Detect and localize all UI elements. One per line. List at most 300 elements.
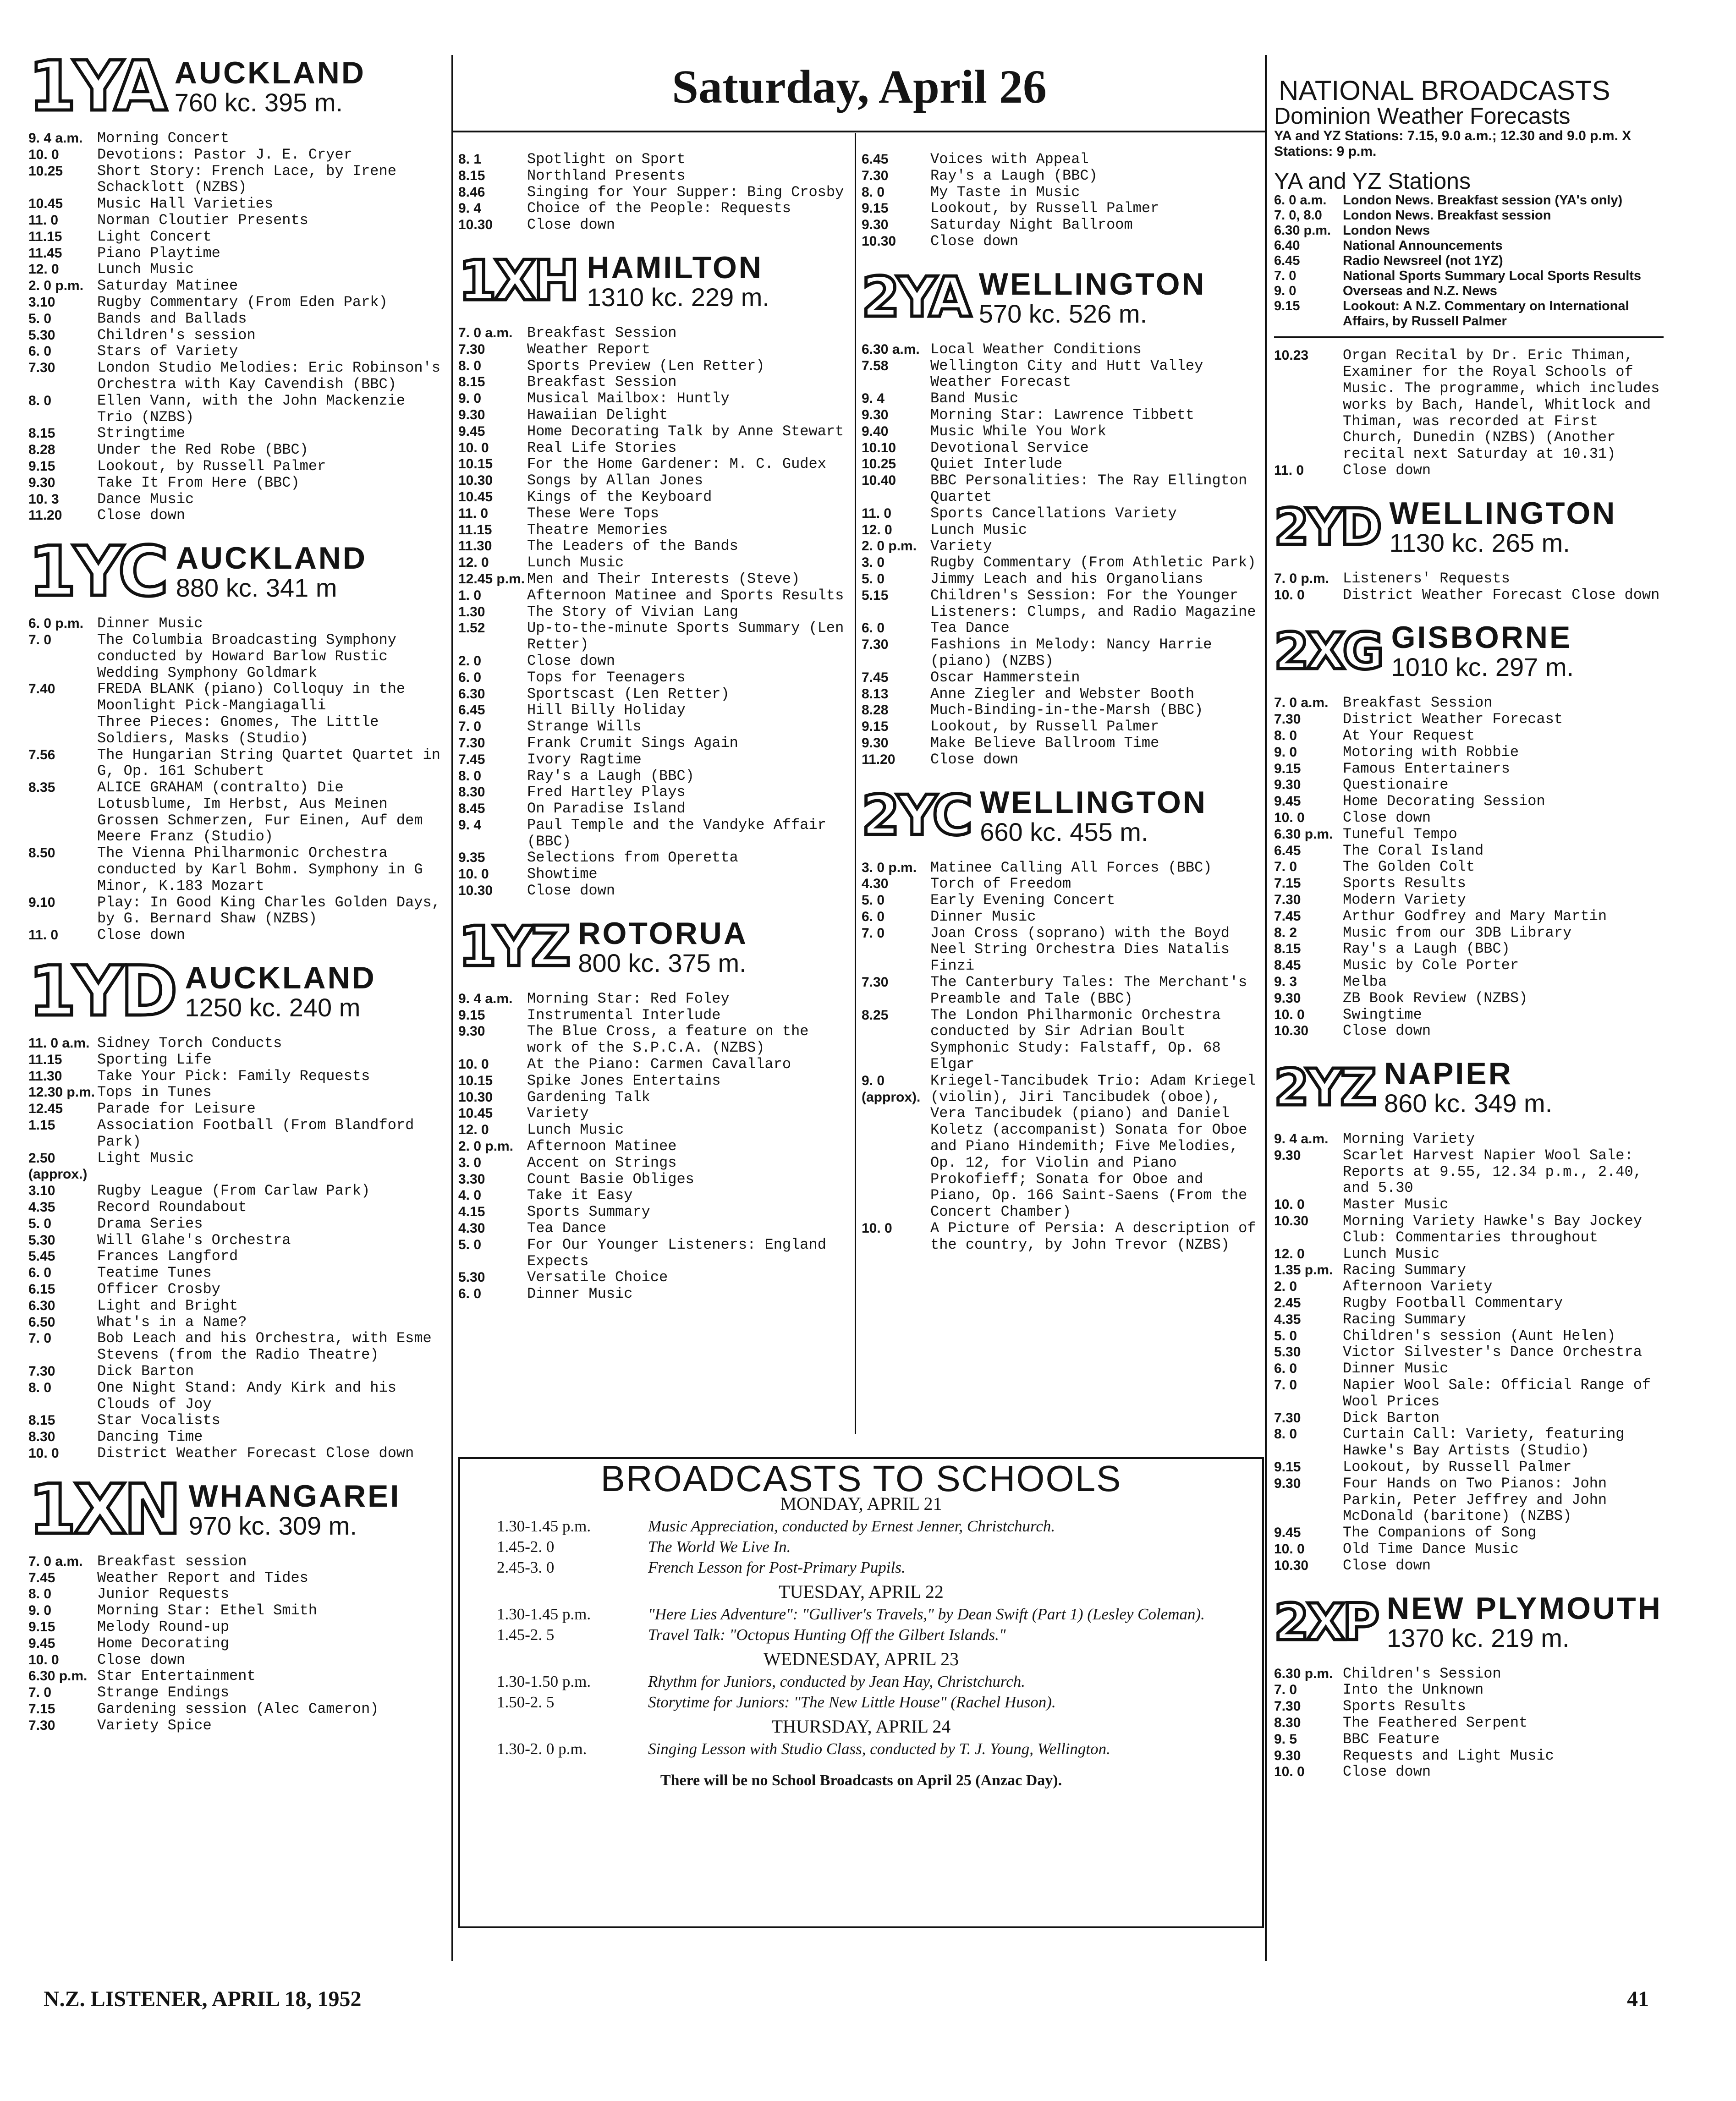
station-info xyxy=(1384,1058,1552,1117)
programme-item xyxy=(1274,843,1664,859)
programme-time: 9. 4 xyxy=(458,817,482,833)
programme-time: 7. 0 a.m. xyxy=(28,1553,83,1569)
programme-item xyxy=(28,1701,448,1717)
station-info xyxy=(980,786,1207,846)
programme-item xyxy=(28,196,448,212)
programme-time: 12.30 p.m. xyxy=(28,1085,95,1100)
programme-time: 4.35 xyxy=(1274,1311,1301,1327)
programme-item xyxy=(458,1089,848,1106)
programme-item xyxy=(862,719,1260,735)
programme-item xyxy=(458,554,848,571)
programme-time: 7.30 xyxy=(862,637,889,653)
schools-time: 1.30-1.45 p.m. xyxy=(497,1517,591,1535)
programme-item xyxy=(862,587,1260,620)
column-2 xyxy=(458,151,848,1321)
programme-title: Victor Silvester's Dance Orchestra xyxy=(1343,1344,1642,1361)
programme-item xyxy=(862,200,1260,217)
programme-title: London Studio Melodies: Eric Robinson's Orchestra with Kay Cavendish (BBC) xyxy=(97,359,440,393)
programme-item xyxy=(862,1007,1260,1073)
national-item xyxy=(1274,269,1664,284)
programme-item xyxy=(1274,1360,1664,1377)
programme-item xyxy=(862,892,1260,909)
programme-time: 10. 3 xyxy=(28,491,59,507)
programme-title: Modern Variety xyxy=(1343,891,1466,908)
programme-title: Kriegel-Tancibudek Trio: Adam Kriegel (violin), Jiri Tancibudek (oboe), Vera Tancibudek (piano) and Daniel Koletz (accompanist) Sonata for Oboe and Piano Hindemith; Five Melodies, Op. 12, for Violin and Piano Prokofieff; Sonata for Oboe and Piano, Op. 166 Saint-Saens (From the Concert Chamber) xyxy=(930,1072,1256,1221)
programme-time: 11. 0 xyxy=(28,212,59,228)
programme-item xyxy=(458,200,848,217)
programme-time: 7.56 xyxy=(28,747,55,763)
programme-title: Selections from Operetta xyxy=(527,849,738,867)
programme-item xyxy=(28,229,448,245)
station-header xyxy=(1274,621,1664,681)
programme-time: 10.30 xyxy=(458,473,493,488)
programme-title: Lunch Music xyxy=(527,1121,624,1139)
station-logo: 2XP xyxy=(1274,1592,1377,1651)
programme-time: 7. 0 xyxy=(28,1331,52,1346)
programme-time: 11.20 xyxy=(28,508,62,523)
programme-time: 6.30 xyxy=(28,1298,55,1313)
station-block xyxy=(1274,1592,1664,1781)
programme-item xyxy=(1274,777,1664,793)
programme-title: ALICE GRAHAM (contralto) Die Lotusblume, Im Herbst, Aus Meinen Grossen Schmerzen, Fur Einen, Auf dem Meere Franz (Studio) xyxy=(97,779,423,845)
programme-time: 6. 0 p.m. xyxy=(28,616,84,631)
programme-time: 2. 0 p.m. xyxy=(28,278,84,294)
programme-title: Sports Results xyxy=(1343,875,1466,892)
programme-time: 10.15 xyxy=(458,456,493,472)
national-time: 6. 0 a.m. xyxy=(1274,193,1327,208)
programme-time: 9.30 xyxy=(1274,1147,1301,1163)
programme-title: Tops in Tunes xyxy=(97,1084,212,1101)
programme-time: 7. 0 xyxy=(28,632,52,647)
programme-time: 11. 0 a.m. xyxy=(28,1036,90,1051)
programme-time: 12. 0 xyxy=(458,1122,489,1138)
programme-item xyxy=(1274,1131,1664,1147)
national-item xyxy=(1274,299,1664,329)
programme-time: 9.15 xyxy=(28,1619,55,1635)
programme-title: Hawaiian Delight xyxy=(527,406,668,423)
programme-time: 9.30 xyxy=(1274,1748,1301,1763)
programme-item xyxy=(28,327,448,344)
programme-item xyxy=(1274,1666,1664,1682)
programme-item xyxy=(28,1380,448,1413)
schools-item xyxy=(469,1604,1253,1624)
national-item xyxy=(1274,193,1664,208)
programme-item xyxy=(28,894,448,927)
programme-item xyxy=(458,151,848,168)
station-frequency: 1250 kc. 240 m xyxy=(185,993,361,1022)
programme-title: What's in a Name? xyxy=(97,1313,247,1331)
programme-time: 10.30 xyxy=(1274,1213,1309,1229)
station-frequency: 660 kc. 455 m. xyxy=(980,817,1148,846)
programme-title: Dinner Music xyxy=(527,1285,633,1303)
programme-title: Strange Wills xyxy=(527,718,642,735)
programme-time: 8. 0 xyxy=(1274,1426,1297,1442)
programme-item xyxy=(458,620,848,653)
station-header xyxy=(1274,1592,1664,1652)
programme-item xyxy=(458,801,848,817)
programme-title: These Were Tops xyxy=(527,505,659,522)
programme-item xyxy=(862,1073,1260,1220)
programme-title: Rugby Football Commentary xyxy=(1343,1295,1563,1312)
programme-title: Spike Jones Entertains xyxy=(527,1072,721,1089)
programme-title: Drama Series xyxy=(97,1215,203,1232)
programme-time: 7.40 xyxy=(28,681,55,697)
programme-time: 9. 4 xyxy=(458,201,482,216)
programme-time: 8.28 xyxy=(28,442,55,458)
programme-time: 8. 0 xyxy=(28,393,52,408)
programme-title: Lookout, by Russell Palmer xyxy=(97,457,326,475)
programme-item xyxy=(458,407,848,423)
programme-title: Morning Variety xyxy=(1343,1130,1475,1148)
programme-time: 4.15 xyxy=(458,1204,485,1220)
programme-time: 2.50 (approx.) xyxy=(28,1150,88,1182)
programme-title: Master Music xyxy=(1343,1196,1449,1213)
programme-title: Gardening Talk xyxy=(527,1088,650,1106)
programme-item xyxy=(458,1171,848,1188)
programme-title: Rugby Commentary (From Eden Park) xyxy=(97,293,388,311)
programme-title: Count Basie Obliges xyxy=(527,1170,694,1188)
station-city: NAPIER xyxy=(1384,1056,1513,1092)
programme-title: Organ Recital by Dr. Eric Thiman, Examiner for the Royal Schools of Music. The programme, which includes works by Bach, Handel, Whitlock and Thiman, was recorded at First Church, Dunedin (NZBS) (Another recital next Saturday at 10.31) xyxy=(1343,347,1660,463)
programme-title: Variety xyxy=(930,538,992,555)
footer-credit: N.Z. LISTENER, APRIL 18, 1952 xyxy=(44,1987,362,2011)
programme-item xyxy=(28,425,448,442)
programme-title: Association Football (From Blandford Park) xyxy=(97,1117,414,1150)
programme-time: 7. 0 xyxy=(1274,1682,1297,1698)
schools-time: 1.50-2. 5 xyxy=(497,1693,555,1711)
programme-title: At the Piano: Carmen Cavallaro xyxy=(527,1056,791,1073)
station-logo: 2YC xyxy=(862,784,970,848)
programme-time: 12.45 xyxy=(28,1101,63,1117)
programme-item xyxy=(862,233,1260,250)
programme-title: The Golden Colt xyxy=(1343,858,1475,876)
programme-time: 4. 0 xyxy=(458,1188,482,1203)
programme-time: 6.30 p.m. xyxy=(28,1668,88,1684)
programme-item xyxy=(28,1717,448,1734)
programme-time: 7.30 xyxy=(1274,892,1301,907)
programme-title: Close down xyxy=(1343,809,1431,826)
programme-time: 7. 0 a.m. xyxy=(1274,695,1329,711)
programme-item xyxy=(28,1602,448,1619)
programme-item xyxy=(458,850,848,866)
programme-title: Accent on Strings xyxy=(527,1154,677,1171)
programme-title: Star Entertainment xyxy=(97,1668,256,1685)
programme-time: 10.45 xyxy=(458,1106,493,1121)
programme-title: The Columbia Broadcasting Symphony conducted by Howard Barlow Rustic Wedding Symphony Goldmark xyxy=(97,631,396,681)
programme-time: 6. 0 xyxy=(28,1265,52,1281)
programme-title: Tea Dance xyxy=(930,620,1010,637)
programme-time: 5. 0 xyxy=(28,1216,52,1231)
programme-title: District Weather Forecast Close down xyxy=(1343,586,1660,603)
schools-note: There will be no School Broadcasts on April 25 (Anzac Day). xyxy=(660,1772,1062,1789)
programme-title: BBC Feature xyxy=(1343,1730,1440,1748)
programme-item xyxy=(862,538,1260,554)
programme-title: Napier Wool Sale: Official Range of Wool Prices xyxy=(1343,1377,1651,1410)
programme-item xyxy=(1274,728,1664,744)
programme-title: Three Pieces: Gnomes, The Little Soldiers, Masks (Studio) xyxy=(97,713,379,747)
programme-item xyxy=(458,1138,848,1155)
programme-time xyxy=(28,714,97,747)
programme-item xyxy=(28,1068,448,1085)
programme-title: Tea Dance xyxy=(527,1220,606,1237)
programme-time: 10. 0 xyxy=(1274,587,1305,603)
programme-title: Joan Cross (soprano) with the Boyd Neel String Orchestra Dies Natalis Finzi xyxy=(930,924,1230,975)
programme-time: 6. 0 xyxy=(862,909,885,924)
programme-item xyxy=(458,440,848,456)
station-info xyxy=(185,962,376,1021)
programme-time: 6.50 xyxy=(28,1314,55,1330)
programme-time: 5. 0 xyxy=(862,893,885,908)
programme-item xyxy=(28,343,448,360)
programme-title: Into the Unknown xyxy=(1343,1681,1484,1699)
programme-item xyxy=(1274,571,1664,587)
programme-time: 8. 0 xyxy=(28,1380,52,1395)
programme-title: Variety xyxy=(527,1105,589,1122)
programme-title: Children's Session xyxy=(1343,1665,1501,1682)
programme-item xyxy=(28,1314,448,1331)
programme-item xyxy=(1274,875,1664,892)
programme-item xyxy=(458,669,848,686)
station-programme-list xyxy=(458,991,848,1302)
programme-item xyxy=(28,615,448,632)
programme-time: 2.45 xyxy=(1274,1295,1301,1311)
programme-title: Morning Variety Hawke's Bay Jockey Club: Commentaries throughout xyxy=(1343,1212,1642,1246)
programme-time: 10.10 xyxy=(862,440,896,455)
station-programme-list xyxy=(862,860,1260,1253)
station-header xyxy=(862,265,1260,329)
station-frequency: 760 kc. 395 m. xyxy=(174,88,343,117)
programme-time: 10.25 xyxy=(862,456,896,472)
programme-item xyxy=(1274,711,1664,728)
weather-title: Dominion Weather Forecasts xyxy=(1274,103,1571,129)
programme-time: 1.35 p.m. xyxy=(1274,1262,1333,1278)
programme-time: 12. 0 xyxy=(28,262,59,277)
programme-title: Jimmy Leach and his Organolians xyxy=(930,570,1203,587)
programme-title: Breakfast Session xyxy=(527,324,677,341)
programme-item xyxy=(1274,1147,1664,1196)
programme-item xyxy=(1274,1748,1664,1764)
programme-item xyxy=(28,294,448,311)
programme-title: Under the Red Robe (BBC) xyxy=(97,441,308,459)
programme-time: 6.45 xyxy=(862,152,889,167)
programme-time: 8.15 xyxy=(28,1413,55,1428)
programme-item xyxy=(28,1429,448,1445)
programme-time: 7.30 xyxy=(862,168,889,183)
programme-item xyxy=(28,491,448,508)
programme-item xyxy=(1274,793,1664,810)
column-rule xyxy=(451,55,453,1961)
programme-item xyxy=(1274,1262,1664,1278)
station-header xyxy=(28,532,448,612)
programme-time: 6. 0 xyxy=(458,669,482,685)
station-frequency: 1010 kc. 297 m. xyxy=(1391,653,1574,682)
station-header xyxy=(28,1470,448,1550)
programme-time: 7.30 xyxy=(1274,712,1301,727)
programme-time: 3. 0 p.m. xyxy=(862,860,917,875)
programme-time: 1.30 xyxy=(458,604,485,620)
programme-title: Will Glahe's Orchestra xyxy=(97,1231,291,1249)
programme-time: 12.45 p.m. xyxy=(458,571,525,587)
station-block xyxy=(458,249,848,900)
programme-time: 6.30 a.m. xyxy=(862,341,920,357)
programme-title: Weather Report and Tides xyxy=(97,1569,308,1586)
programme-item xyxy=(458,991,848,1007)
programme-title: The London Philharmonic Orchestra conducted by Sir Adrian Boult Symphonic Study: Falstaff, Op. 68 Elgar xyxy=(930,1006,1221,1073)
programme-item xyxy=(28,1281,448,1298)
station-info xyxy=(1390,497,1617,557)
national-item xyxy=(1274,238,1664,253)
programme-title: Showtime xyxy=(527,866,598,883)
programme-title: Weather Report xyxy=(527,340,650,358)
programme-title: Matinee Calling All Forces (BBC) xyxy=(930,859,1212,876)
station-info xyxy=(587,252,769,311)
continued-list xyxy=(458,151,848,233)
programme-item xyxy=(28,1232,448,1249)
yz-title: YA and YZ Stations xyxy=(1274,168,1471,194)
programme-title: Saturday Night Ballroom xyxy=(930,216,1133,234)
programme-title: Close down xyxy=(930,751,1019,768)
programme-item xyxy=(28,1199,448,1216)
programme-item xyxy=(28,1635,448,1652)
programme-title: Breakfast session xyxy=(97,1552,247,1570)
programme-time: 4.30 xyxy=(458,1221,485,1236)
programme-time: 10.30 xyxy=(1274,1558,1309,1573)
programme-title: A Picture of Persia: A description of the country, by John Trevor (NZBS) xyxy=(930,1220,1256,1253)
programme-item xyxy=(28,475,448,491)
programme-title: The Story of Vivian Lang xyxy=(527,603,738,620)
programme-time: 8. 2 xyxy=(1274,925,1297,940)
station-frequency: 970 kc. 309 m. xyxy=(188,1511,357,1540)
programme-time: 10.30 xyxy=(458,1089,493,1105)
programme-title: ZB Book Review (NZBS) xyxy=(1343,989,1528,1007)
national-text: National Announcements xyxy=(1343,238,1503,253)
programme-title: Bob Leach and his Orchestra, with Esme Stevens (from the Radio Theatre) xyxy=(97,1330,432,1364)
programme-time: 8.35 xyxy=(28,780,55,795)
programme-item xyxy=(862,735,1260,752)
programme-title: Four Hands on Two Pianos: John Parkin, Peter Jeffrey and John McDonald (baritone) (NZBS) xyxy=(1343,1475,1607,1525)
programme-title: Northland Presents xyxy=(527,167,686,184)
programme-item xyxy=(28,360,448,393)
programme-item xyxy=(862,522,1260,538)
programme-title: Afternoon Matinee and Sports Results xyxy=(527,587,844,604)
station-programme-list xyxy=(1274,695,1664,1039)
station-programme-list xyxy=(862,341,1260,768)
programme-title: Dinner Music xyxy=(1343,1360,1449,1377)
programme-time: 8.28 xyxy=(862,702,889,718)
national-item xyxy=(1274,208,1664,223)
schools-item xyxy=(469,1516,1253,1536)
programme-title: The Coral Island xyxy=(1343,842,1484,859)
programme-item xyxy=(862,860,1260,876)
programme-item xyxy=(28,1330,448,1363)
station-info xyxy=(175,57,366,116)
programme-item xyxy=(458,752,848,768)
programme-title: Versatile Choice xyxy=(527,1269,668,1286)
programme-title: Take Your Pick: Family Requests xyxy=(97,1067,370,1085)
programme-item xyxy=(458,522,848,538)
programme-time: 6.45 xyxy=(458,702,485,718)
programme-title: Dinner Music xyxy=(930,908,1036,925)
programme-time: 1.15 xyxy=(28,1118,55,1133)
programme-time: 10. 0 xyxy=(1274,1007,1305,1022)
station-header xyxy=(1274,1058,1664,1117)
programme-title: Rugby Commentary (From Athletic Park) xyxy=(930,554,1256,571)
national-rule xyxy=(1274,336,1664,338)
programme-time: 9.30 xyxy=(1274,777,1301,793)
national-item xyxy=(1274,253,1664,269)
programme-title: Home Decorating Talk by Anne Stewart xyxy=(527,422,844,440)
programme-item xyxy=(28,1035,448,1052)
national-item xyxy=(1274,223,1664,238)
programme-title: Spotlight on Sport xyxy=(527,151,686,168)
programme-item xyxy=(458,489,848,505)
programme-item xyxy=(862,702,1260,719)
schools-desc: Storytime for Juniors: "The New Little House" (Rachel Huson). xyxy=(648,1693,1056,1711)
programme-time: 11. 0 xyxy=(862,505,892,521)
programme-title: Afternoon Variety xyxy=(1343,1278,1493,1295)
programme-time: 9.45 xyxy=(1274,794,1301,809)
programme-title: Close down xyxy=(930,232,1019,250)
station-city: WELLINGTON xyxy=(1389,495,1617,531)
programme-time: 6. 0 xyxy=(862,620,885,636)
programme-time: 9. 4 a.m. xyxy=(1274,1131,1329,1147)
station-programme-list xyxy=(28,1035,448,1462)
programme-item xyxy=(28,212,448,229)
programme-time: 9. 0 xyxy=(28,1603,52,1618)
station-frequency: 1370 kc. 219 m. xyxy=(1386,1623,1570,1652)
programme-time: 5. 0 xyxy=(1274,1328,1297,1344)
programme-item xyxy=(458,1155,848,1171)
station-city: AUCKLAND xyxy=(185,960,376,996)
programme-item xyxy=(1274,957,1664,974)
station-frequency: 570 kc. 526 m. xyxy=(978,299,1148,328)
programme-item xyxy=(458,456,848,472)
programme-time: 10.30 xyxy=(862,233,896,249)
organ-recital-list xyxy=(1274,347,1664,478)
programme-item xyxy=(458,358,848,374)
weather-text: YA and YZ Stations: 7.15, 9.0 a.m.; 12.30 and 9.0 p.m. X Stations: 9 p.m. xyxy=(1274,128,1632,159)
programme-item xyxy=(458,341,848,358)
programme-item xyxy=(28,1248,448,1265)
programme-title: Saturday Matinee xyxy=(97,277,238,295)
station-header xyxy=(862,786,1260,846)
programme-item xyxy=(28,1586,448,1602)
programme-item xyxy=(458,423,848,440)
programme-time: 9. 4 a.m. xyxy=(28,131,83,146)
programme-time: 10. 0 xyxy=(1274,810,1305,825)
programme-item xyxy=(1274,744,1664,761)
programme-time: 7.45 xyxy=(1274,908,1301,924)
programme-time: 8.30 xyxy=(458,784,485,800)
page-title: Saturday, April 26 xyxy=(672,60,1047,113)
programme-item xyxy=(458,768,848,784)
programme-title: Dinner Music xyxy=(97,615,203,632)
programme-item xyxy=(1274,1278,1664,1295)
programme-title: Officer Crosby xyxy=(97,1281,220,1298)
programme-title: Take It From Here (BBC) xyxy=(97,474,300,491)
programme-title: Make Believe Ballroom Time xyxy=(930,734,1159,752)
programme-item xyxy=(28,1668,448,1684)
programme-time: 6.45 xyxy=(1274,843,1301,858)
programme-item xyxy=(862,876,1260,892)
programme-item xyxy=(28,1216,448,1232)
programme-item xyxy=(1274,1525,1664,1541)
programme-title: Music While You Work xyxy=(930,422,1107,440)
programme-title: Tops for Teenagers xyxy=(527,669,686,686)
programme-time: 2. 0 p.m. xyxy=(862,538,917,554)
programme-time: 8. 0 xyxy=(28,1586,52,1602)
schools-days xyxy=(469,1493,1253,1759)
